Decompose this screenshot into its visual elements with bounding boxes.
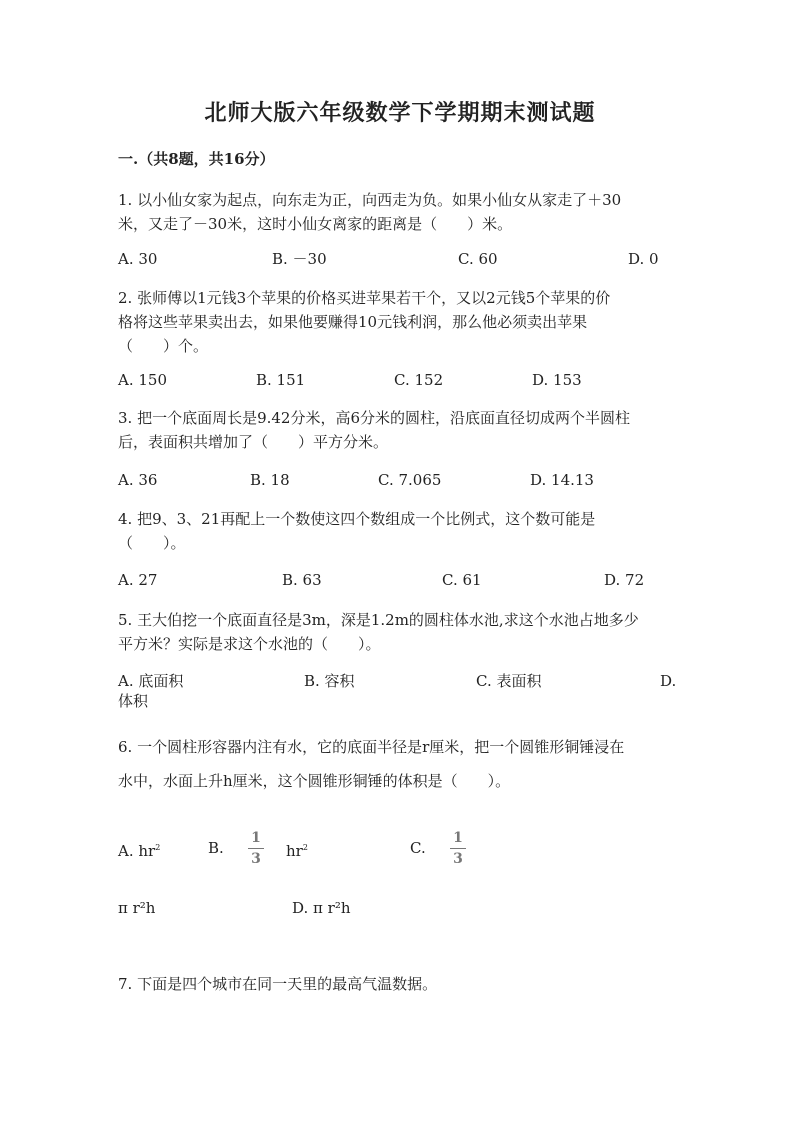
q6-option-c-tail: π r²h (118, 899, 156, 917)
q2-option-d[interactable]: D. 153 (532, 371, 582, 389)
q3-option-a[interactable]: A. 36 (118, 471, 158, 489)
question-1 (118, 188, 678, 236)
q6-option-a-text: A. hr (118, 842, 156, 860)
q3-option-c[interactable]: C. 7.065 (378, 471, 442, 489)
question-3 (118, 406, 678, 454)
q6-option-a[interactable] (118, 838, 160, 861)
q6-option-b-sup: 2 (302, 843, 308, 852)
question-7 (118, 972, 678, 996)
fraction-bar (248, 848, 264, 849)
q2-option-b[interactable]: B. 151 (256, 371, 306, 389)
q6-option-b[interactable]: B. (208, 839, 224, 857)
q6-option-c-fraction (450, 830, 466, 867)
question-6 (118, 730, 678, 798)
question-4-line-1: 4. 把9、3、21再配上一个数使这四个数组成一个比例式，这个数可能是 (118, 510, 596, 528)
q6-option-b-tail-text: hr (286, 842, 303, 860)
q6-option-a-sup: 2 (155, 843, 161, 852)
q6-option-d[interactable]: D. π r²h (292, 899, 351, 917)
q1-option-c[interactable]: C. 60 (458, 250, 498, 268)
question-5 (118, 608, 678, 656)
q2-option-c[interactable]: C. 152 (394, 371, 444, 389)
q3-option-d[interactable]: D. 14.13 (530, 471, 594, 489)
question-2-line-1: 2. 张师傅以1元钱3个苹果的价格买进苹果若干个，又以2元钱5个苹果的价 (118, 289, 611, 307)
question-6-line-1: 6. 一个圆柱形容器内注有水，它的底面半径是r厘米，把一个圆锥形铜锤浸在 (118, 738, 625, 756)
q1-option-b[interactable]: B. －30 (272, 250, 327, 268)
question-2-line-2: 格将这些苹果卖出去，如果他要赚得10元钱利润，那么他必须卖出苹果 (118, 313, 588, 331)
q4-option-a[interactable]: A. 27 (118, 571, 158, 589)
q4-option-b[interactable]: B. 63 (282, 571, 322, 589)
q4-option-d[interactable]: D. 72 (604, 571, 645, 589)
question-5-line-2: 平方米？实际是求这个水池的（ ）。 (118, 635, 381, 653)
question-7-line-1: 7. 下面是四个城市在同一天里的最高气温数据。 (118, 975, 438, 993)
q5-option-a[interactable]: A. 底面积 (118, 672, 184, 690)
q6-option-b-fraction (248, 830, 264, 867)
q6-option-b-denominator: 3 (251, 851, 261, 867)
question-3-line-1: 3. 把一个底面周长是9.42分米，高6分米的圆柱，沿底面直径切成两个半圆柱 (118, 409, 631, 427)
question-6-line-2: 水中，水面上升h厘米，这个圆锥形铜锤的体积是（ ）。 (118, 772, 511, 790)
q6-option-c-denominator: 3 (453, 851, 463, 867)
q6-option-b-numerator: 1 (251, 830, 261, 846)
q6-option-c-numerator: 1 (453, 830, 463, 846)
question-1-line-2: 米，又走了－30米，这时小仙女离家的距离是（ ）米。 (118, 215, 513, 233)
q6-option-c[interactable]: C. (410, 839, 426, 857)
q1-option-d[interactable]: D. 0 (628, 250, 659, 268)
q4-option-c[interactable]: C. 61 (442, 571, 482, 589)
q5-option-c[interactable]: C. 表面积 (476, 672, 542, 690)
question-3-line-2: 后，表面积共增加了（ ）平方分米。 (118, 433, 389, 451)
question-5-line-1: 5. 王大伯挖一个底面直径是3m，深是1.2m的圆柱体水池,求这个水池占地多少 (118, 611, 639, 629)
question-4 (118, 507, 678, 555)
page-title: 北师大版六年级数学下学期期末测试题 (204, 100, 596, 126)
question-1-line-1: 1. 以小仙女家为起点，向东走为正，向西走为负。如果小仙女从家走了＋30 (118, 191, 622, 209)
q5-option-d[interactable]: D. (660, 672, 677, 690)
question-2 (118, 286, 678, 358)
q3-option-b[interactable]: B. 18 (250, 471, 290, 489)
q6-option-b-tail (286, 838, 308, 861)
q2-option-a[interactable]: A. 150 (118, 371, 167, 389)
q5-option-d-text: 体积 (118, 692, 149, 710)
fraction-bar (450, 848, 466, 849)
section-heading: 一.（共8题，共16分） (118, 150, 275, 168)
q5-option-b[interactable]: B. 容积 (304, 672, 355, 690)
question-4-line-2: （ ）。 (118, 534, 186, 552)
q1-option-a[interactable]: A. 30 (118, 250, 158, 268)
question-2-line-3: （ ）个。 (118, 337, 209, 355)
